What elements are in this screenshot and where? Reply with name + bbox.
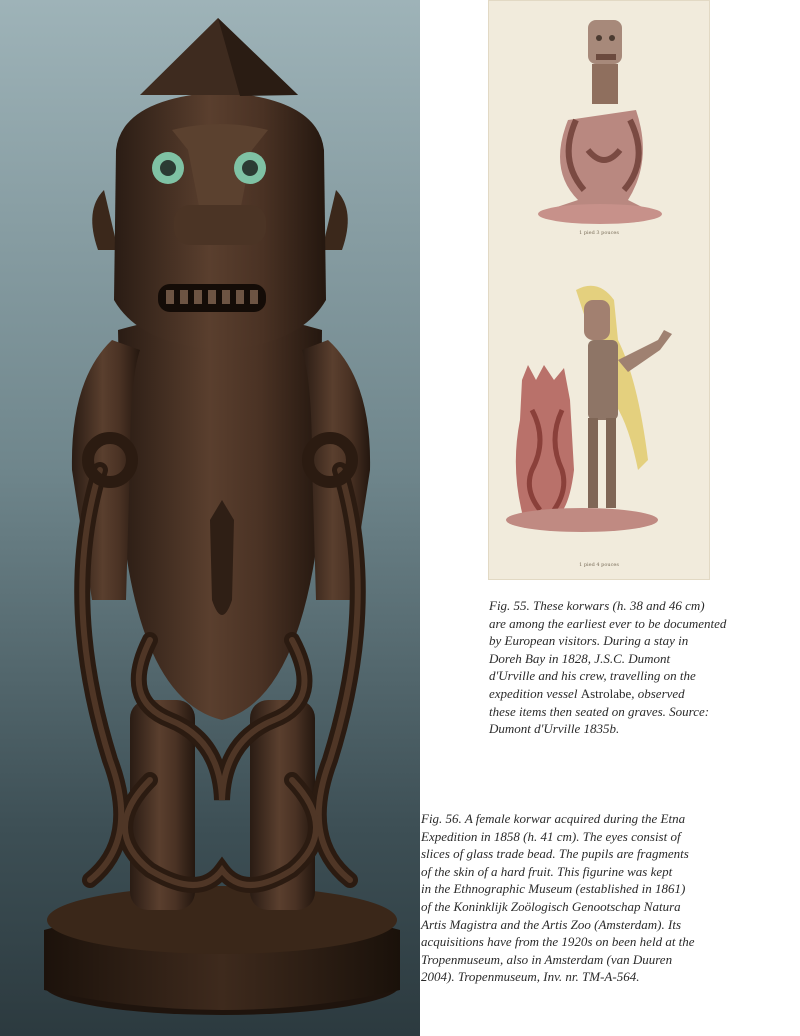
caption-fragment: expedition vessel — [489, 685, 581, 701]
caption-line — [489, 685, 729, 703]
korwar-illustrations — [488, 0, 710, 580]
caption-line: of the skin of a hard fruit. This figurine was kept — [421, 863, 673, 879]
caption-line: Fig. 56. A female korwar acquired during the Etna — [421, 811, 686, 826]
caption-line: of the Koninklijk Zoölogisch Genootschap Natura — [421, 898, 681, 914]
caption-line: Expedition in 1858 (h. 41 cm). The eyes consist of — [421, 828, 681, 844]
plate-label-bottom: 1 pied 4 pouces — [579, 562, 619, 568]
caption-line: Fig. 55. These korwars (h. 38 and 46 cm) — [489, 598, 705, 613]
caption-line: slices of glass trade bead. The pupils are fragments — [421, 846, 689, 862]
caption-line: Tropenmuseum, also in Amsterdam (van Duuren — [421, 951, 673, 967]
caption-fragment: , observed — [631, 685, 685, 701]
figure-55-caption — [489, 597, 729, 738]
plate-label-top: 1 pied 3 pouces — [579, 230, 619, 236]
caption-line: Artis Magistra and the Artis Zoo (Amsterdam). Its — [421, 916, 682, 932]
caption-line: Dumont d'Urville 1835b. — [489, 721, 620, 737]
caption-line: in the Ethnographic Museum (established in 1861) — [421, 881, 686, 897]
caption-line: by European visitors. During a stay in — [489, 633, 689, 649]
caption-line: acquisitions have from the 1920s on been held at the — [421, 934, 695, 950]
caption-line: Doreh Bay in 1828, J.S.C. Dumont — [489, 650, 671, 666]
vessel-name: Astrolabe — [580, 685, 632, 701]
caption-line: these items then seated on graves. Source: — [489, 703, 710, 719]
figure-56-caption — [421, 810, 776, 986]
upper-korwar-illustration — [538, 20, 662, 224]
lower-korwar-illustration — [506, 286, 672, 532]
engraved-plate — [488, 0, 710, 580]
caption-line: 2004). Tropenmuseum, Inv. nr. TM-A-564. — [421, 969, 640, 985]
caption-line: d'Urville and his crew, travelling on the — [489, 668, 696, 684]
caption-line: are among the earliest ever to be documented — [489, 615, 727, 631]
